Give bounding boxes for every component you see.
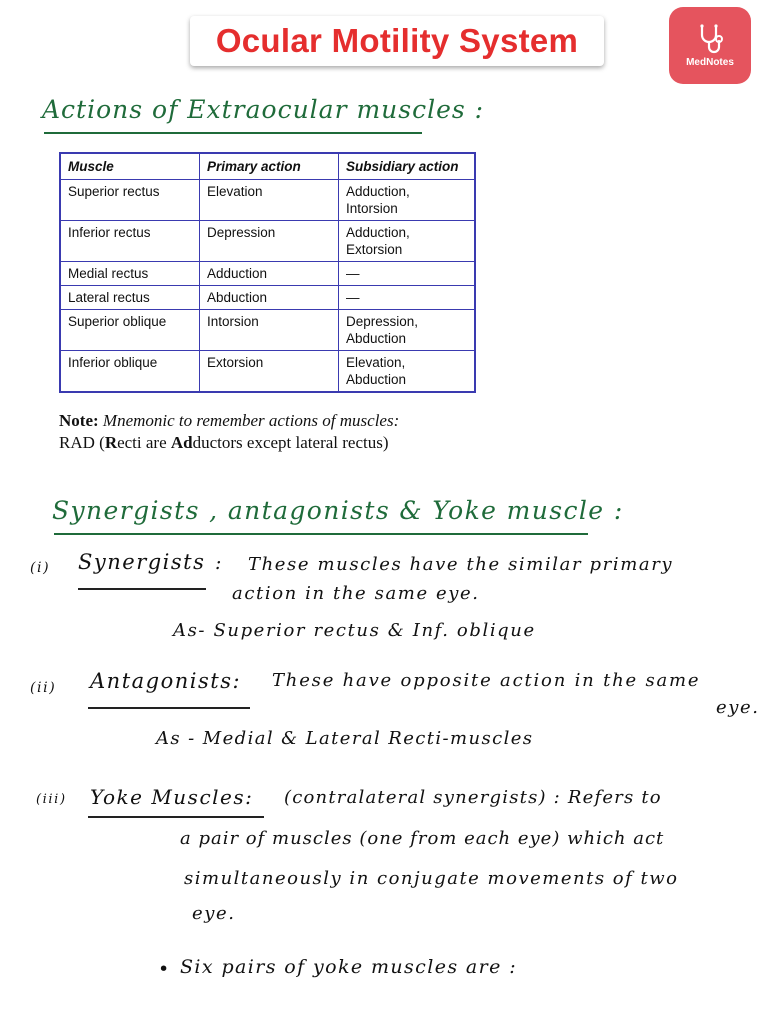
example-line: As - Medial & Lateral Recti-muscles — [156, 728, 534, 749]
table-row — [60, 351, 475, 393]
logo-text: MedNotes — [686, 57, 734, 68]
muscle-cell: Superior oblique — [60, 310, 200, 351]
muscle-cell: Superior rectus — [60, 180, 200, 221]
item-number: (i) — [30, 560, 51, 576]
table-header-row — [60, 153, 475, 180]
term-synergists: Synergists — [78, 550, 206, 574]
definition-line: eye. — [716, 697, 760, 718]
stethoscope-icon — [693, 23, 727, 55]
definition-line: a pair of muscles (one from each eye) which act — [180, 828, 665, 849]
definition-line: These muscles have the similar primary — [248, 554, 674, 575]
section-heading-actions: Actions of Extraocular muscles : — [42, 95, 485, 124]
note-bold-ad: Ad — [170, 433, 193, 452]
primary-action-cell: Adduction — [200, 262, 339, 286]
table-row — [60, 221, 475, 262]
subsidiary-action-cell: — — [339, 286, 476, 310]
definition-line: simultaneously in conjugate movements of two — [184, 868, 679, 889]
primary-action-cell: Intorsion — [200, 310, 339, 351]
subsidiary-line: Abduction — [346, 372, 407, 387]
term-antagonists: Antagonists: — [90, 669, 242, 693]
table-row — [60, 286, 475, 310]
note-mnemonic: Mnemonic to remember actions of muscles: — [102, 411, 400, 430]
column-header: Subsidiary action — [339, 153, 476, 180]
subsidiary-line: Elevation, — [346, 355, 406, 370]
yoke-pairs-line: Six pairs of yoke muscles are : — [180, 956, 518, 978]
note-label: Note: — [59, 411, 99, 430]
muscle-cell: Lateral rectus — [60, 286, 200, 310]
note-bold-r: R — [104, 433, 118, 452]
definition-line: (contralateral synergists) : Refers to — [284, 787, 662, 808]
primary-action-cell: Depression — [200, 221, 339, 262]
muscle-actions-table — [59, 152, 476, 393]
subsidiary-line: Extorsion — [346, 242, 403, 257]
term-underline — [88, 707, 250, 709]
example-line: As- Superior rectus & Inf. oblique — [173, 620, 536, 641]
note-rest: ductors except lateral rectus) — [192, 433, 389, 452]
note-ecti: ecti are — [117, 433, 171, 452]
table-row — [60, 180, 475, 221]
table-row — [60, 310, 475, 351]
definition-line: action in the same eye. — [232, 583, 480, 604]
subsidiary-line: Intorsion — [346, 201, 398, 216]
subsidiary-line: Adduction, — [346, 225, 410, 240]
subsidiary-action-cell — [339, 351, 476, 393]
subsidiary-action-cell: — — [339, 262, 476, 286]
mnemonic-note — [59, 410, 499, 454]
term-yoke-muscles: Yoke Muscles: — [90, 785, 254, 809]
muscle-cell: Inferior rectus — [60, 221, 200, 262]
mednotes-logo — [669, 7, 751, 84]
column-header: Primary action — [200, 153, 339, 180]
term-underline — [78, 588, 206, 590]
heading-underline — [54, 533, 588, 535]
bullet-mark: • — [158, 958, 171, 980]
muscle-cell: Medial rectus — [60, 262, 200, 286]
item-number: (iii) — [36, 792, 67, 807]
page-title: Ocular Motility System — [215, 22, 579, 59]
primary-action-cell: Extorsion — [200, 351, 339, 393]
term-underline — [88, 816, 264, 818]
subsidiary-action-cell — [339, 310, 476, 351]
subsidiary-action-cell — [339, 180, 476, 221]
title-box — [190, 16, 604, 66]
definition-line: These have opposite action in the same — [272, 670, 701, 691]
column-header: Muscle — [60, 153, 200, 180]
section-heading-synergists: Synergists , antagonists & Yoke muscle : — [52, 496, 624, 525]
primary-action-cell: Abduction — [200, 286, 339, 310]
subsidiary-line: Depression, — [346, 314, 419, 329]
primary-action-cell: Elevation — [200, 180, 339, 221]
subsidiary-line: Adduction, — [346, 184, 410, 199]
item-number: (ii) — [30, 680, 57, 696]
subsidiary-action-cell — [339, 221, 476, 262]
subsidiary-line: Abduction — [346, 331, 407, 346]
note-rad: RAD ( — [59, 433, 105, 452]
heading-underline — [44, 132, 422, 134]
muscle-cell: Inferior oblique — [60, 351, 200, 393]
term-colon: : — [215, 552, 223, 574]
table-row — [60, 262, 475, 286]
definition-line: eye. — [192, 903, 236, 924]
